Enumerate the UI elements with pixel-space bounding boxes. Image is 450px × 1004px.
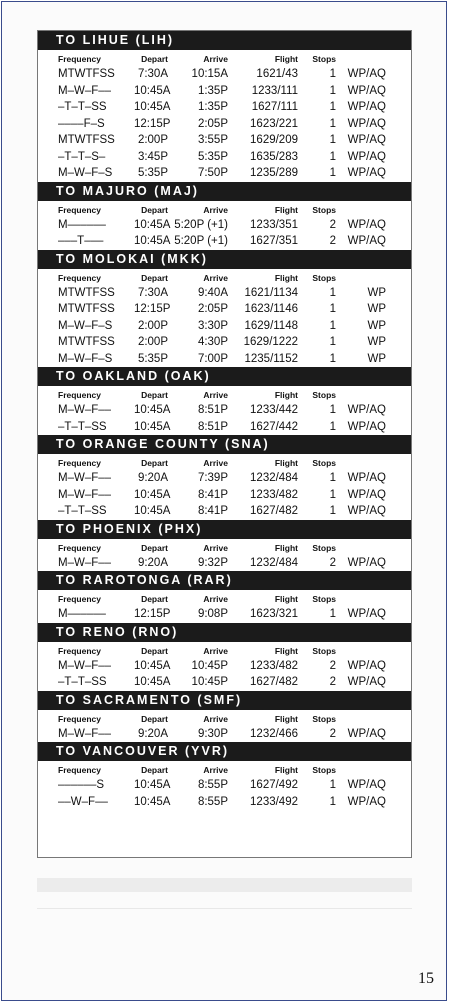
flight-cell: 1623/221 bbox=[250, 117, 298, 130]
column-header-blank bbox=[336, 457, 386, 470]
arrive-cell: 2:05P bbox=[197, 117, 228, 130]
depart-cell: 9:20A bbox=[137, 556, 168, 569]
flight-cell: 1629/1148 bbox=[244, 319, 298, 332]
flight-row bbox=[38, 301, 411, 318]
arrive-cell: 1:35P bbox=[197, 101, 228, 113]
column-header-row bbox=[38, 761, 411, 777]
column-header-stops: Stops bbox=[312, 54, 336, 64]
destination-heading: TO PHOENIX (PHX) bbox=[38, 520, 411, 539]
arrive-cell: 8:55P bbox=[197, 779, 228, 791]
frequency-cell: M–W–F–– bbox=[58, 488, 112, 501]
flight-cell: 1621/43 bbox=[256, 68, 298, 80]
depart-cell: 10:45A bbox=[134, 488, 171, 501]
stops-cell: 1 bbox=[329, 488, 336, 501]
route-section bbox=[38, 250, 411, 368]
column-header-frequency: Frequency bbox=[58, 645, 101, 656]
via-cell: WP/AQ bbox=[347, 218, 386, 231]
column-header-flight: Flight bbox=[274, 594, 298, 604]
column-header-blank bbox=[336, 542, 386, 555]
route-section bbox=[38, 367, 411, 435]
flight-row bbox=[38, 470, 411, 487]
via-cell: WP/AQ bbox=[347, 795, 386, 808]
destination-heading: TO OAKLAND (OAK) bbox=[38, 367, 411, 386]
schedule-panel bbox=[37, 30, 412, 858]
flight-cell: 1233/442 bbox=[250, 404, 298, 416]
arrive-cell: 8:51P bbox=[197, 404, 228, 416]
depart-cell: 9:20A bbox=[137, 472, 168, 484]
stops-cell: 1 bbox=[329, 420, 336, 433]
via-cell: WP/AQ bbox=[347, 779, 386, 791]
flight-cell: 1627/482 bbox=[250, 505, 298, 517]
arrive-cell: 10:45P bbox=[191, 659, 228, 672]
stops-cell: 1 bbox=[329, 68, 336, 80]
column-header-frequency: Frequency bbox=[58, 713, 101, 724]
arrive-cell: 5:20P (+1) bbox=[174, 235, 228, 247]
column-header-stops: Stops bbox=[312, 204, 336, 215]
flight-cell: 1235/289 bbox=[250, 167, 298, 179]
stops-cell: 1 bbox=[329, 779, 336, 791]
column-header-row bbox=[38, 50, 411, 66]
arrive-cell: 5:20P (+1) bbox=[174, 218, 228, 231]
stops-cell: 1 bbox=[329, 286, 336, 299]
page-number: 15 bbox=[418, 970, 434, 987]
flight-cell: 1627/442 bbox=[250, 420, 298, 433]
column-header-flight: Flight bbox=[274, 390, 298, 400]
destination-heading: TO LIHUE (LIH) bbox=[38, 31, 411, 50]
depart-cell: 2:00P bbox=[137, 319, 168, 332]
column-header-frequency: Frequency bbox=[58, 54, 101, 64]
column-header-arrive: Arrive bbox=[203, 765, 228, 775]
flight-cell: 1233/492 bbox=[250, 795, 298, 808]
column-header-flight: Flight bbox=[274, 645, 298, 656]
via-cell: WP/AQ bbox=[347, 117, 386, 130]
via-cell: WP/AQ bbox=[347, 472, 386, 484]
column-header-stops: Stops bbox=[312, 390, 336, 400]
frequency-cell: –––T––– bbox=[58, 235, 104, 247]
depart-cell: 10:45A bbox=[134, 505, 171, 517]
flight-row bbox=[38, 217, 411, 234]
via-cell: WP/AQ bbox=[347, 101, 386, 113]
frequency-cell: –T–T–SS bbox=[58, 505, 107, 517]
flight-row bbox=[38, 555, 411, 572]
via-cell: WP/AQ bbox=[347, 84, 386, 97]
frequency-cell: MTWTFSS bbox=[58, 336, 115, 348]
column-header-arrive: Arrive bbox=[203, 542, 228, 553]
via-cell: WP/AQ bbox=[347, 150, 386, 163]
column-header-arrive: Arrive bbox=[203, 645, 228, 656]
via-cell: WP bbox=[367, 336, 386, 348]
depart-cell: 2:00P bbox=[137, 134, 168, 146]
column-header-depart: Depart bbox=[141, 272, 168, 283]
column-header-depart: Depart bbox=[141, 204, 168, 215]
arrive-cell: 4:30P bbox=[197, 336, 228, 348]
column-header-row bbox=[38, 386, 411, 402]
stops-cell: 1 bbox=[329, 150, 336, 163]
depart-cell: 10:45A bbox=[134, 218, 171, 231]
column-header-arrive: Arrive bbox=[203, 458, 228, 468]
route-section bbox=[38, 31, 411, 182]
flight-row bbox=[38, 116, 411, 133]
route-section bbox=[38, 691, 411, 743]
faded-footer-bar bbox=[37, 878, 412, 892]
flight-row bbox=[38, 487, 411, 504]
via-cell: WP/AQ bbox=[347, 134, 386, 146]
frequency-cell: M–W–F–S bbox=[58, 167, 113, 179]
stops-cell: 2 bbox=[329, 659, 336, 672]
via-cell: WP/AQ bbox=[347, 488, 386, 501]
flight-row bbox=[38, 794, 411, 811]
via-cell: WP/AQ bbox=[347, 727, 386, 740]
depart-cell: 9:20A bbox=[137, 727, 168, 740]
depart-cell: 10:45A bbox=[134, 795, 171, 808]
flight-cell: 1232/484 bbox=[250, 472, 298, 484]
stops-cell: 1 bbox=[329, 404, 336, 416]
column-header-row bbox=[38, 269, 411, 285]
depart-cell: 10:45A bbox=[134, 84, 171, 97]
stops-cell: 1 bbox=[329, 84, 336, 97]
flight-row bbox=[38, 606, 411, 623]
frequency-cell: M–––––– bbox=[58, 608, 106, 620]
flight-row bbox=[38, 658, 411, 675]
column-header-frequency: Frequency bbox=[58, 272, 101, 283]
flight-row bbox=[38, 318, 411, 335]
arrive-cell: 3:55P bbox=[197, 134, 228, 146]
depart-cell: 10:45A bbox=[134, 404, 171, 416]
arrive-cell: 7:50P bbox=[197, 167, 228, 179]
stops-cell: 1 bbox=[329, 608, 336, 620]
frequency-cell: MTWTFSS bbox=[58, 68, 115, 80]
flight-row bbox=[38, 285, 411, 302]
column-header-depart: Depart bbox=[141, 594, 168, 604]
flight-row bbox=[38, 99, 411, 116]
column-header-flight: Flight bbox=[274, 765, 298, 775]
flight-row bbox=[38, 334, 411, 351]
flight-cell: 1629/209 bbox=[250, 134, 298, 146]
frequency-cell: ––W–F–– bbox=[58, 795, 108, 808]
flight-row bbox=[38, 149, 411, 166]
depart-cell: 10:45A bbox=[134, 659, 171, 672]
faded-footer-line bbox=[37, 908, 412, 909]
column-header-blank bbox=[336, 204, 386, 217]
arrive-cell: 10:45P bbox=[191, 676, 228, 688]
frequency-cell: ––––––S bbox=[58, 779, 105, 791]
via-cell: WP/AQ bbox=[347, 167, 386, 179]
column-header-arrive: Arrive bbox=[203, 390, 228, 400]
via-cell: WP/AQ bbox=[347, 608, 386, 620]
stops-cell: 1 bbox=[329, 117, 336, 130]
stops-cell: 2 bbox=[329, 556, 336, 569]
flight-cell: 1232/466 bbox=[250, 727, 298, 740]
depart-cell: 12:15P bbox=[134, 608, 171, 620]
column-header-blank bbox=[336, 272, 386, 285]
column-header-flight: Flight bbox=[274, 713, 298, 724]
frequency-cell: –T–T–S– bbox=[58, 150, 106, 163]
flight-row bbox=[38, 83, 411, 100]
route-section bbox=[38, 520, 411, 572]
depart-cell: 5:35P bbox=[137, 167, 168, 179]
arrive-cell: 9:40A bbox=[197, 286, 228, 299]
arrive-cell: 5:35P bbox=[197, 150, 228, 163]
column-header-depart: Depart bbox=[141, 390, 168, 400]
flight-cell: 1233/482 bbox=[250, 488, 298, 501]
frequency-cell: M–W–F–S bbox=[58, 352, 113, 365]
depart-cell: 10:45A bbox=[134, 235, 171, 247]
via-cell: WP/AQ bbox=[347, 235, 386, 247]
column-header-blank bbox=[336, 713, 386, 726]
stops-cell: 1 bbox=[329, 101, 336, 113]
flight-row bbox=[38, 165, 411, 182]
depart-cell: 3:45P bbox=[137, 150, 168, 163]
arrive-cell: 8:55P bbox=[197, 795, 228, 808]
flight-cell: 1233/351 bbox=[250, 218, 298, 231]
flight-row bbox=[38, 674, 411, 691]
via-cell: WP/AQ bbox=[347, 505, 386, 517]
flight-row bbox=[38, 777, 411, 794]
stops-cell: 1 bbox=[329, 336, 336, 348]
flight-cell: 1629/1222 bbox=[243, 336, 298, 348]
column-header-depart: Depart bbox=[141, 542, 168, 553]
arrive-cell: 10:15A bbox=[191, 68, 228, 80]
flight-cell: 1621/1134 bbox=[244, 286, 298, 299]
column-header-depart: Depart bbox=[141, 458, 168, 468]
column-header-stops: Stops bbox=[312, 713, 336, 724]
frequency-cell: M–W–F–– bbox=[58, 84, 112, 97]
destination-heading: TO MAJURO (MAJ) bbox=[38, 182, 411, 201]
via-cell: WP bbox=[367, 286, 386, 299]
arrive-cell: 9:30P bbox=[197, 727, 228, 740]
depart-cell: 7:30A bbox=[137, 286, 168, 299]
route-section bbox=[38, 571, 411, 623]
via-cell: WP/AQ bbox=[347, 420, 386, 433]
route-section bbox=[38, 623, 411, 691]
depart-cell: 10:45A bbox=[134, 779, 171, 791]
column-header-blank bbox=[336, 389, 386, 402]
stops-cell: 1 bbox=[329, 472, 336, 484]
flight-cell: 1623/1146 bbox=[244, 303, 298, 315]
column-header-row bbox=[38, 539, 411, 555]
depart-cell: 10:45A bbox=[134, 420, 171, 433]
column-header-blank bbox=[336, 645, 386, 658]
column-header-stops: Stops bbox=[312, 594, 336, 604]
via-cell: WP/AQ bbox=[347, 676, 386, 688]
depart-cell: 10:45A bbox=[134, 101, 171, 113]
flight-row bbox=[38, 503, 411, 520]
column-header-flight: Flight bbox=[274, 54, 298, 64]
column-header-arrive: Arrive bbox=[203, 204, 228, 215]
frequency-cell: M–––––– bbox=[58, 218, 106, 231]
frequency-cell: M–W–F–– bbox=[58, 404, 112, 416]
flight-cell: 1627/492 bbox=[250, 779, 298, 791]
destination-heading: TO ORANGE COUNTY (SNA) bbox=[38, 435, 411, 454]
via-cell: WP/AQ bbox=[347, 68, 386, 80]
frequency-cell: MTWTFSS bbox=[58, 286, 115, 299]
column-header-row bbox=[38, 642, 411, 658]
frequency-cell: M–W–F–S bbox=[58, 319, 113, 332]
frequency-cell: MTWTFSS bbox=[58, 303, 115, 315]
destination-heading: TO VANCOUVER (YVR) bbox=[38, 742, 411, 761]
route-section bbox=[38, 182, 411, 250]
arrive-cell: 3:30P bbox=[197, 319, 228, 332]
via-cell: WP bbox=[367, 319, 386, 332]
flight-row bbox=[38, 419, 411, 436]
column-header-arrive: Arrive bbox=[203, 54, 228, 64]
flight-cell: 1635/283 bbox=[250, 150, 298, 163]
stops-cell: 2 bbox=[329, 676, 336, 688]
frequency-cell: M–W–F–– bbox=[58, 659, 112, 672]
column-header-row bbox=[38, 454, 411, 470]
destination-heading: TO MOLOKAI (MKK) bbox=[38, 250, 411, 269]
stops-cell: 2 bbox=[329, 218, 336, 231]
column-header-stops: Stops bbox=[312, 542, 336, 553]
frequency-cell: M–W–F–– bbox=[58, 727, 112, 740]
flight-cell: 1627/351 bbox=[250, 235, 298, 247]
via-cell: WP/AQ bbox=[347, 556, 386, 569]
arrive-cell: 8:41P bbox=[197, 505, 228, 517]
flight-cell: 1627/482 bbox=[250, 676, 298, 688]
frequency-cell: –T–T–SS bbox=[58, 101, 107, 113]
stops-cell: 1 bbox=[329, 319, 336, 332]
frequency-cell: M–W–F–– bbox=[58, 472, 112, 484]
depart-cell: 10:45A bbox=[134, 676, 171, 688]
column-header-arrive: Arrive bbox=[203, 272, 228, 283]
flight-row bbox=[38, 402, 411, 419]
column-header-frequency: Frequency bbox=[58, 594, 101, 604]
column-header-blank bbox=[336, 593, 386, 606]
frequency-cell: MTWTFSS bbox=[58, 134, 115, 146]
column-header-row bbox=[38, 590, 411, 606]
stops-cell: 1 bbox=[329, 505, 336, 517]
flight-cell: 1233/111 bbox=[251, 84, 298, 97]
destination-heading: TO SACRAMENTO (SMF) bbox=[38, 691, 411, 710]
column-header-flight: Flight bbox=[274, 542, 298, 553]
flight-cell: 1232/484 bbox=[250, 556, 298, 569]
arrive-cell: 1:35P bbox=[197, 84, 228, 97]
stops-cell: 2 bbox=[329, 235, 336, 247]
destination-heading: TO RAROTONGA (RAR) bbox=[38, 571, 411, 590]
frequency-cell: –T–T–SS bbox=[58, 420, 107, 433]
frequency-cell: –T–T–SS bbox=[58, 676, 107, 688]
flight-cell: 1233/482 bbox=[250, 659, 298, 672]
arrive-cell: 2:05P bbox=[197, 303, 228, 315]
column-header-row bbox=[38, 201, 411, 217]
column-header-stops: Stops bbox=[312, 765, 336, 775]
depart-cell: 12:15P bbox=[134, 117, 171, 130]
column-header-frequency: Frequency bbox=[58, 458, 101, 468]
frequency-cell: ––––F–S bbox=[58, 117, 105, 130]
depart-cell: 12:15P bbox=[134, 303, 171, 315]
column-header-frequency: Frequency bbox=[58, 765, 101, 775]
column-header-blank bbox=[336, 53, 386, 66]
arrive-cell: 9:08P bbox=[197, 608, 228, 620]
via-cell: WP/AQ bbox=[347, 404, 386, 416]
column-header-frequency: Frequency bbox=[58, 204, 101, 215]
arrive-cell: 8:41P bbox=[197, 488, 228, 501]
column-header-flight: Flight bbox=[274, 204, 298, 215]
via-cell: WP/AQ bbox=[347, 659, 386, 672]
arrive-cell: 9:32P bbox=[197, 556, 228, 569]
flight-cell: 1623/321 bbox=[250, 608, 298, 620]
stops-cell: 1 bbox=[329, 795, 336, 808]
flight-row bbox=[38, 233, 411, 250]
column-header-stops: Stops bbox=[312, 645, 336, 656]
column-header-blank bbox=[336, 764, 386, 777]
route-section bbox=[38, 742, 411, 810]
stops-cell: 2 bbox=[329, 727, 336, 740]
destination-heading: TO RENO (RNO) bbox=[38, 623, 411, 642]
depart-cell: 5:35P bbox=[137, 352, 168, 365]
column-header-flight: Flight bbox=[274, 458, 298, 468]
via-cell: WP bbox=[367, 352, 386, 365]
column-header-depart: Depart bbox=[141, 765, 168, 775]
column-header-stops: Stops bbox=[312, 458, 336, 468]
stops-cell: 1 bbox=[329, 303, 336, 315]
column-header-depart: Depart bbox=[141, 54, 168, 64]
via-cell: WP bbox=[367, 303, 386, 315]
column-header-frequency: Frequency bbox=[58, 542, 101, 553]
column-header-frequency: Frequency bbox=[58, 390, 101, 400]
stops-cell: 1 bbox=[329, 134, 336, 146]
flight-row bbox=[38, 66, 411, 83]
column-header-depart: Depart bbox=[141, 645, 168, 656]
depart-cell: 7:30A bbox=[137, 68, 168, 80]
frequency-cell: M–W–F–– bbox=[58, 556, 112, 569]
flight-cell: 1235/1152 bbox=[244, 352, 298, 365]
column-header-depart: Depart bbox=[141, 713, 168, 724]
stops-cell: 1 bbox=[329, 167, 336, 179]
column-header-flight: Flight bbox=[274, 272, 298, 283]
arrive-cell: 7:39P bbox=[197, 472, 228, 484]
column-header-stops: Stops bbox=[312, 272, 336, 283]
arrive-cell: 7:00P bbox=[197, 352, 228, 365]
faded-footer-area bbox=[37, 860, 412, 920]
column-header-row bbox=[38, 710, 411, 726]
depart-cell: 2:00P bbox=[137, 336, 168, 348]
route-section bbox=[38, 435, 411, 520]
column-header-arrive: Arrive bbox=[203, 594, 228, 604]
flight-row bbox=[38, 726, 411, 743]
flight-cell: 1627/111 bbox=[251, 101, 298, 113]
flight-row bbox=[38, 351, 411, 368]
column-header-arrive: Arrive bbox=[203, 713, 228, 724]
arrive-cell: 8:51P bbox=[197, 420, 228, 433]
flight-row bbox=[38, 132, 411, 149]
stops-cell: 1 bbox=[329, 352, 336, 365]
